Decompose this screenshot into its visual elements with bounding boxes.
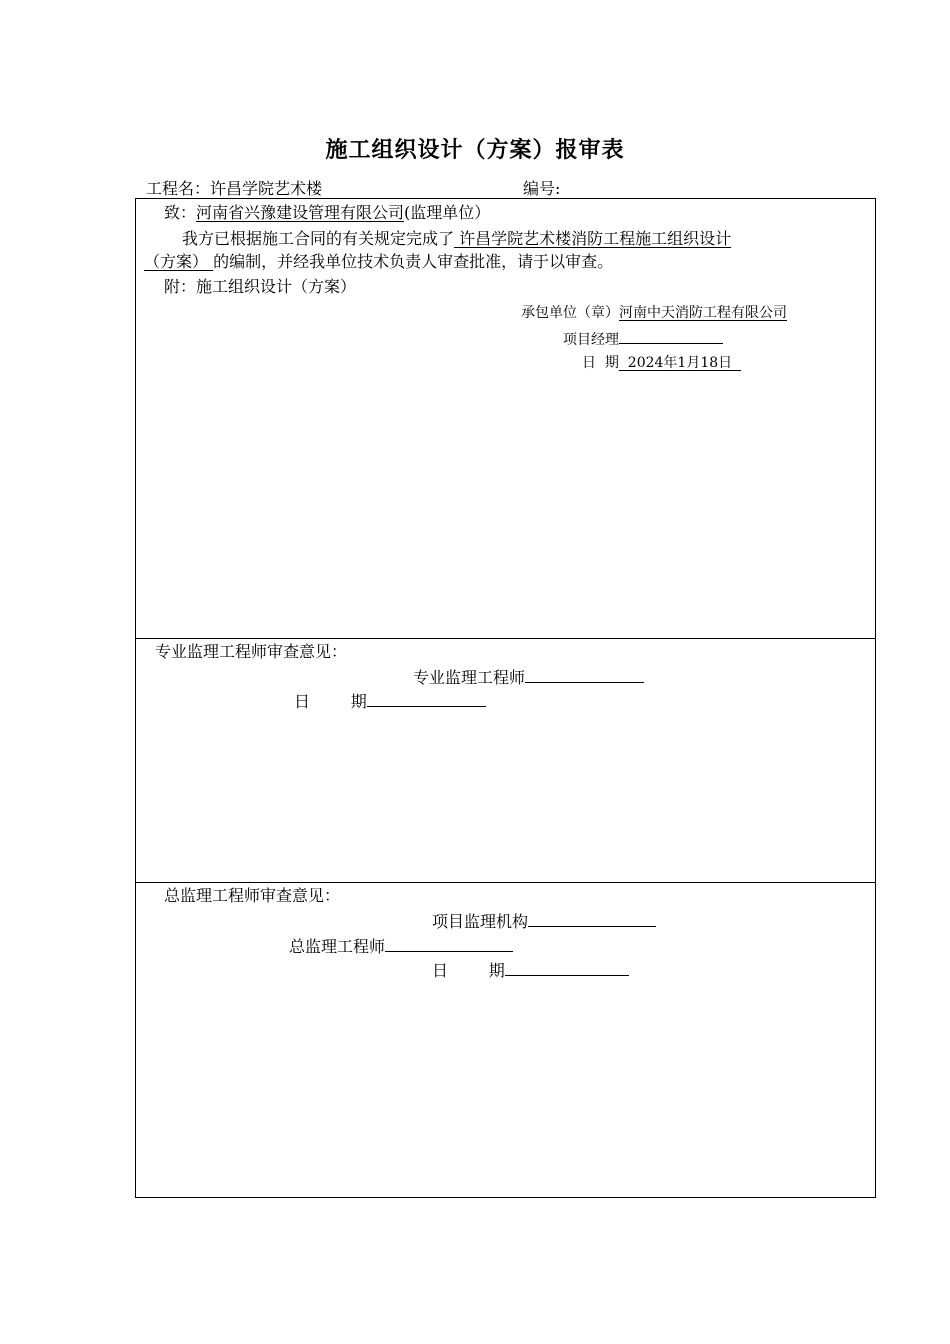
review-form-table	[135, 198, 876, 1198]
specialist-date-line	[294, 690, 486, 713]
date-value: 2024年1月18日	[618, 355, 742, 371]
manager-signature-blank	[619, 327, 723, 344]
chief-review-heading: 总监理工程师审查意见：	[164, 886, 341, 905]
chief-date-blank	[505, 959, 629, 976]
chief-signature-blank	[385, 935, 513, 952]
specialist-engineer-line	[413, 666, 644, 689]
chief-engineer-label: 总监理工程师	[289, 937, 386, 956]
specialist-review-heading: 专业监理工程师审查意见：	[155, 642, 348, 661]
manager-line	[563, 327, 723, 351]
date-label: 日 期	[582, 355, 619, 371]
contractor-line	[521, 302, 787, 324]
manager-label: 项目经理	[563, 332, 619, 348]
contractor-label: 承包单位（章）	[521, 305, 619, 321]
project-name: 许昌学院艺术楼	[210, 179, 323, 198]
section-divider	[136, 882, 875, 883]
contractor-name: 河南中天消防工程有限公司	[619, 305, 787, 321]
body-subject-part2: （方案）	[144, 252, 214, 271]
form-title: 施工组织设计（方案）报审表	[325, 138, 625, 163]
body-line-1	[182, 228, 731, 250]
body-text-suffix: 的编制，并经我单位技术负责人审查批准，请于以审查。	[213, 252, 614, 271]
section-divider	[136, 638, 875, 639]
body-subject-part1: 许昌学院艺术楼消防工程施工组织设计	[454, 229, 732, 248]
chief-date-label: 日 期	[432, 961, 505, 980]
attachment-line: 附：施工组织设计（方案）	[164, 277, 357, 296]
chief-date-line	[432, 959, 629, 982]
number-label: 编号:	[523, 179, 561, 198]
addressee-line	[164, 202, 490, 224]
project-label: 工程名：	[146, 179, 211, 198]
supervision-org-blank	[528, 910, 656, 927]
body-text-prefix: 我方已根据施工合同的有关规定完成了	[182, 229, 455, 248]
body-line-2	[144, 251, 613, 273]
supervisor-company: 河南省兴豫建设管理有限公司	[196, 203, 405, 222]
addressee-prefix: 致：	[164, 203, 197, 222]
specialist-date-label: 日 期	[294, 692, 367, 711]
project-field	[146, 176, 322, 199]
specialist-signature-blank	[525, 666, 644, 683]
supervision-org-line	[432, 910, 656, 933]
addressee-suffix: (监理单位）	[404, 203, 491, 222]
date-line	[582, 352, 741, 374]
chief-engineer-line	[289, 935, 513, 958]
supervision-org-label: 项目监理机构	[432, 912, 529, 931]
specialist-date-blank	[367, 690, 486, 707]
specialist-engineer-label: 专业监理工程师	[413, 668, 526, 687]
